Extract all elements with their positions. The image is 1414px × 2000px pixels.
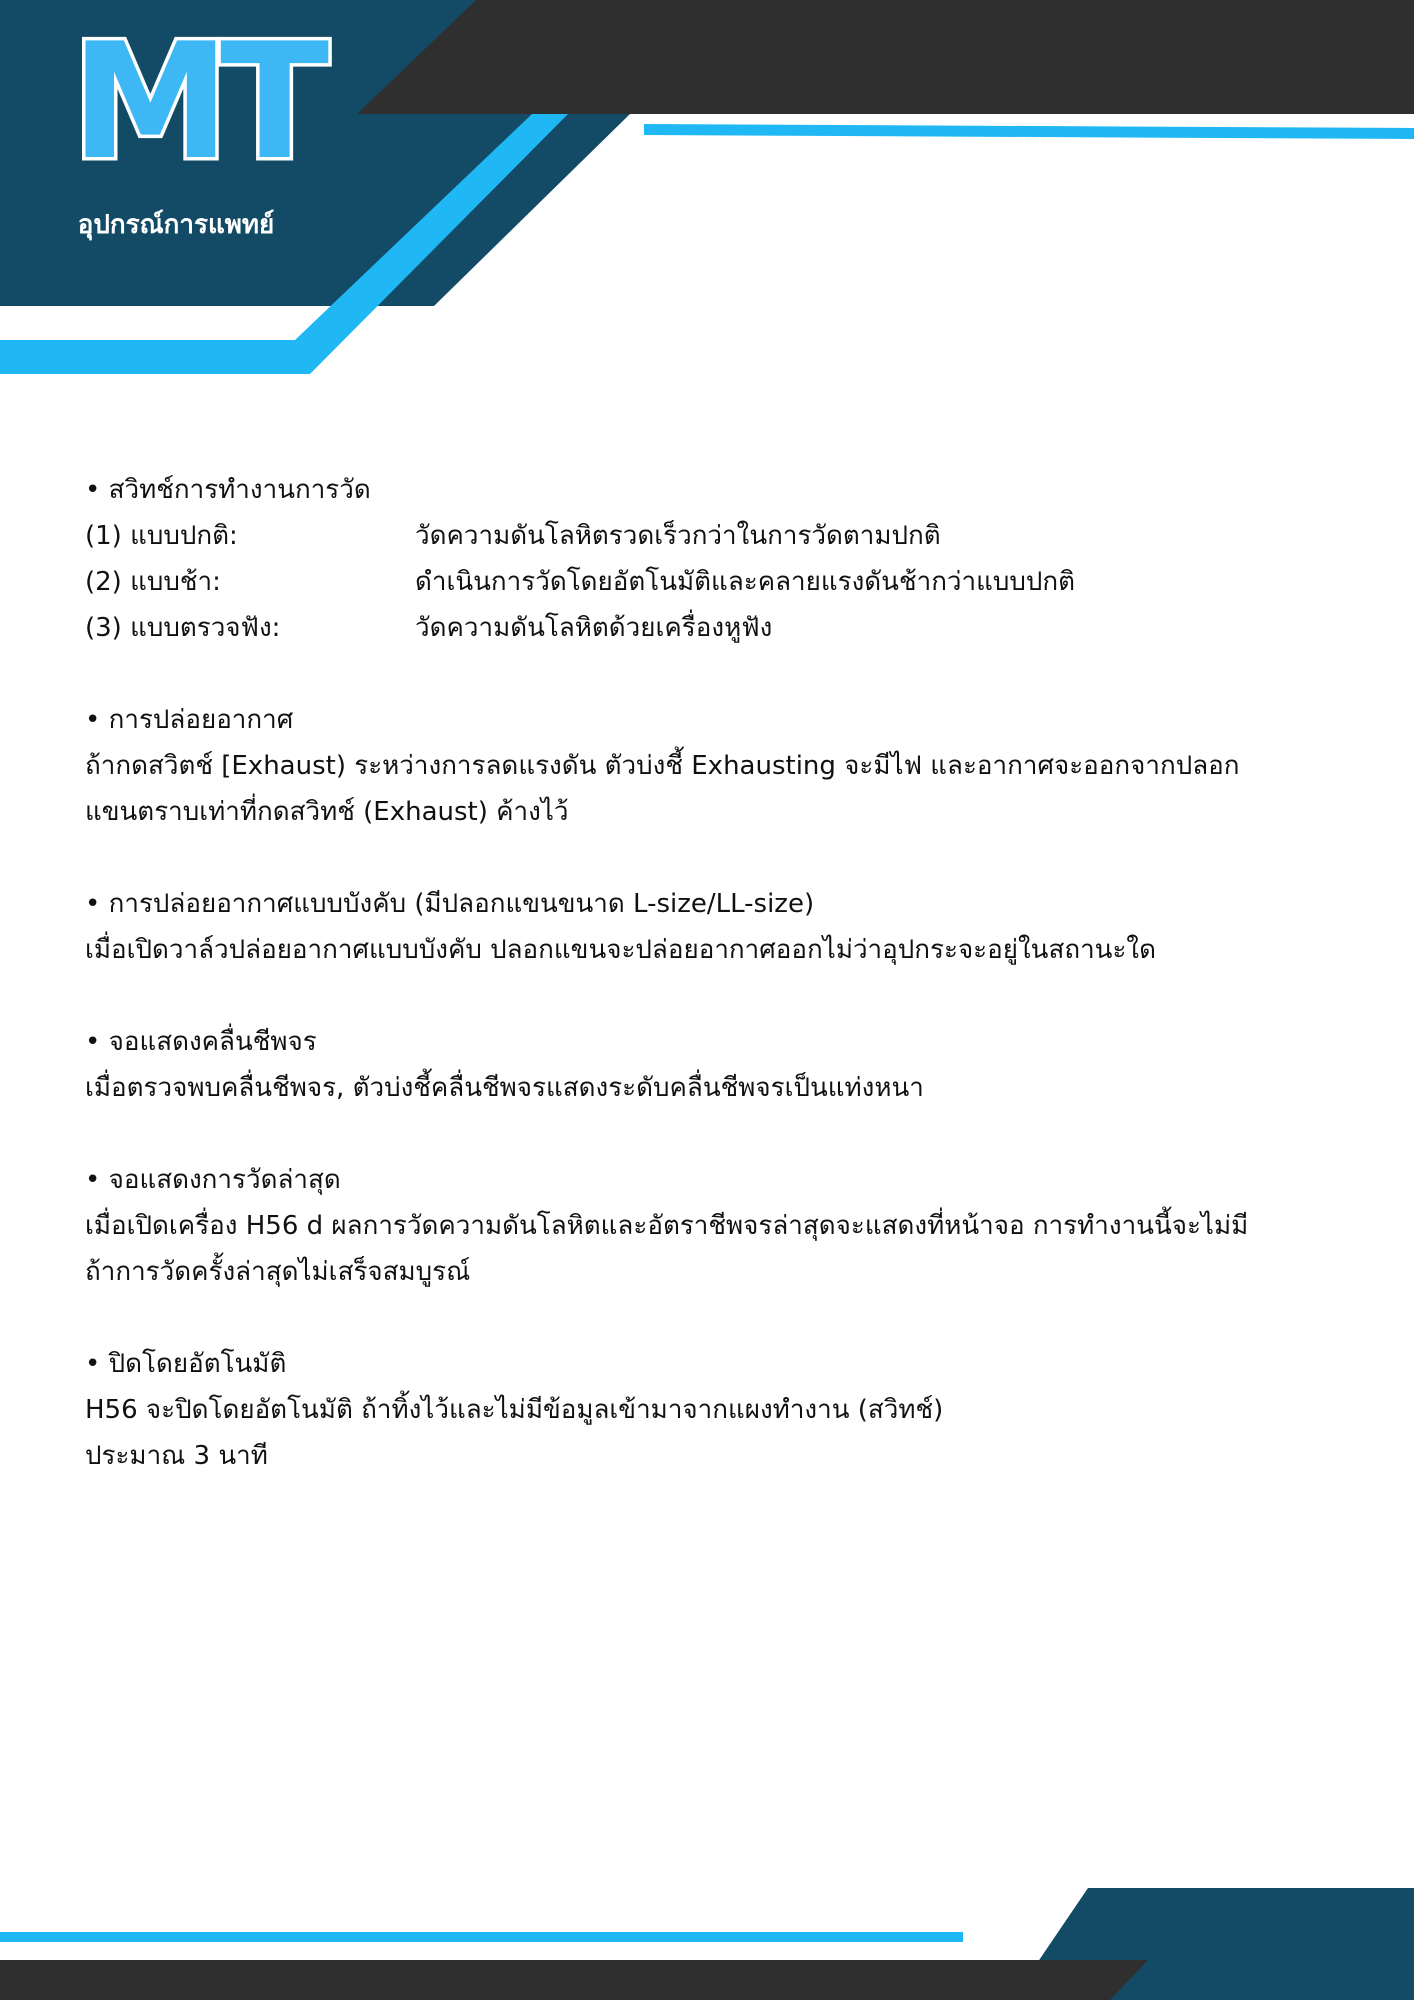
section-heading: • จอแสดงคลื่นชีพจร xyxy=(85,1027,317,1057)
paragraph-line: ถ้าการวัดครั้งล่าสุดไม่เสร็จสมบูรณ์ xyxy=(85,1257,471,1287)
section-last-measurement xyxy=(85,1157,1385,1295)
mode-row-slow xyxy=(85,559,1385,605)
mode-description: ดำเนินการวัดโดยอัตโนมัติและคลายแรงดันช้ากว่าแบบปกติ xyxy=(415,567,1076,597)
mode-row-auscultation xyxy=(85,605,1385,651)
paragraph-line: เมื่อเปิดเครื่อง H56 d ผลการวัดความดันโลหิตและอัตราชีพจรล่าสุดจะแสดงที่หน้าจอ การทำงานนี้จะไม่มี xyxy=(85,1211,1249,1241)
mode-description: วัดความดันโลหิตด้วยเครื่องหูฟัง xyxy=(415,613,773,643)
mode-row-normal xyxy=(85,513,1385,559)
section-forced-exhaust xyxy=(85,881,1385,973)
document-body xyxy=(85,467,1385,1525)
paragraph-line: เมื่อเปิดวาล์วปล่อยอากาศแบบบังคับ ปลอกแขนจะปล่อยอากาศออกไม่ว่าอุปกระจะอยู่ในสถานะใด xyxy=(85,935,1156,965)
section-heading: • สวิทช์การทำงานการวัด xyxy=(85,475,371,505)
footer-dark-bar xyxy=(0,1960,1148,2000)
footer-blue-line xyxy=(0,1932,963,1942)
header-blue-line xyxy=(644,124,1414,139)
paragraph-line: H56 จะปิดโดยอัตโนมัติ ถ้าทิ้งไว้และไม่มีข้อมูลเข้ามาจากแผงทำงาน (สวิทช์) xyxy=(85,1395,944,1425)
mode-description: วัดความดันโลหิตรวดเร็วกว่าในการวัดตามปกติ xyxy=(415,521,941,551)
header-dark-bar xyxy=(357,0,1414,114)
section-heading: • ปิดโดยอัตโนมัติ xyxy=(85,1349,287,1379)
section-measure-switch xyxy=(85,467,1385,651)
section-auto-off xyxy=(85,1341,1385,1479)
mode-label: (1) แบบปกติ: xyxy=(85,521,238,551)
section-heading: • การปล่อยอากาศแบบบังคับ (มีปลอกแขนขนาด L-size/LL-size) xyxy=(85,889,815,919)
logo-caption: อุปกรณ์การแพทย์ xyxy=(77,210,275,240)
brand-logo xyxy=(50,8,350,245)
mode-label: (2) แบบช้า: xyxy=(85,567,221,597)
logo-mark: MT xyxy=(70,8,320,195)
section-pulse-display xyxy=(85,1019,1385,1111)
paragraph-line: เมื่อตรวจพบคลื่นชีพจร, ตัวบ่งชี้คลื่นชีพจรแสดงระดับคลื่นชีพจรเป็นแท่งหนา xyxy=(85,1073,924,1103)
paragraph-line: แขนตราบเท่าที่กดสวิทช์ (Exhaust) ค้างไว้ xyxy=(85,797,569,827)
section-heading: • การปล่อยอากาศ xyxy=(85,705,294,735)
mode-label: (3) แบบตรวจฟัง: xyxy=(85,613,281,643)
section-exhaust xyxy=(85,697,1385,835)
paragraph-line: ประมาณ 3 นาที xyxy=(85,1441,268,1471)
paragraph-line: ถ้ากดสวิตช์ [Exhaust) ระหว่างการลดแรงดัน ตัวบ่งชี้ Exhausting จะมีไฟ และอากาศจะออกจากปลอก xyxy=(85,751,1240,781)
section-heading: • จอแสดงการวัดล่าสุด xyxy=(85,1165,341,1195)
